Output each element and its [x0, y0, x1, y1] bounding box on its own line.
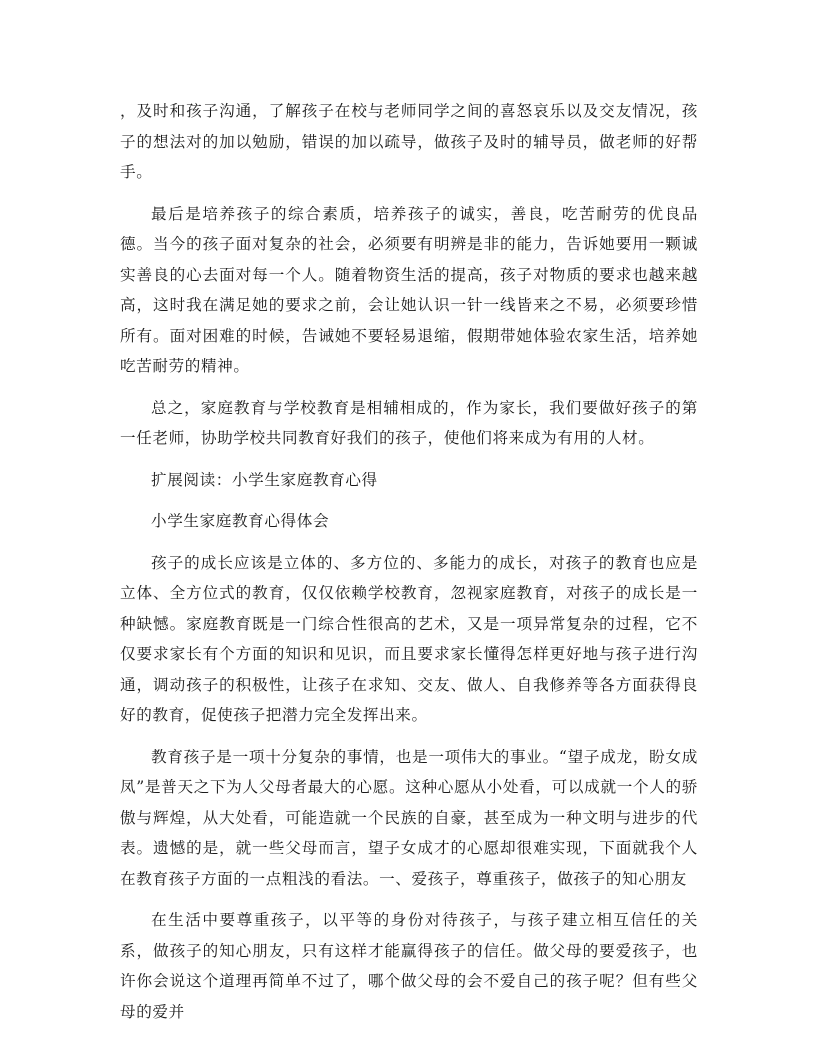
paragraph-2: 最后是培养孩子的综合素质，培养孩子的诚实，善良，吃苦耐劳的优良品德。当今的孩子面对复杂的社会，必须要有明辨是非的能力，告诉她要用一颗诚实善良的心去面对每一个人。随着物资生活的提高，孩子对物质的要求也越来越高，这时我在满足她的要求之前，会让她认识一针一线皆来之不易，必须要珍惜所有。面对困难的时候，告诫她不要轻易退缩，假期带她体验农家生活，培养她吃苦耐劳的精神。	[120, 204, 698, 375]
document-body	[120, 96, 698, 1038]
paragraph-3: 总之，家庭教育与学校教育是相辅相成的，作为家长，我们要做好孩子的第一任老师，协助学校共同教育好我们的孩子，使他们将来成为有用的人材。	[120, 398, 698, 447]
paragraph-1: ，及时和孩子沟通，了解孩子在校与老师同学之间的喜怒哀乐以及交友情况，孩子的想法对的加以勉励，错误的加以疏导，做孩子及时的辅导员，做老师的好帮手。	[120, 102, 698, 181]
paragraph-8: 在生活中要尊重孩子，以平等的身份对待孩子，与孩子建立相互信任的关系，做孩子的知心朋友，只有这样才能赢得孩子的信任。做父母的要爱孩子，也许你会说这个道理再简单不过了，哪个做父母的会不爱自己的孩子呢？但有些父母的爱并	[120, 911, 698, 1021]
extended-reading-heading: 扩展阅读：小学生家庭教育心得	[151, 470, 378, 489]
paragraph-7: 教育孩子是一项十分复杂的事情，也是一项伟大的事业。“望子成龙，盼女成凤”是普天之下为人父母者最大的心愿。这种心愿从小处看，可以成就一个人的骄傲与辉煌，从大处看，可能造就一个民族的自豪，甚至成为一种文明与进步的代表。遗憾的是，就一些父母而言，望子女成才的心愿却很难实现，下面就我个人在教育孩子方面的一点粗浅的看法。一、爱孩子，尊重孩子，做孩子的知心朋友	[120, 747, 698, 888]
paragraph-6: 孩子的成长应该是立体的、多方位的、多能力的成长，对孩子的教育也应是立体、全方位式的教育，仅仅依赖学校教育，忽视家庭教育，对孩子的成长是一种缺憾。家庭教育既是一门综合性很高的艺术，又是一项异常复杂的过程，它不仅要求家长有个方面的知识和见识，而且要求家长懂得怎样更好地与孩子进行沟通，调动孩子的积极性，让孩子在求知、交友、做人、自我修养等各方面获得良好的教育，促使孩子把潜力完全发挥出来。	[120, 553, 698, 724]
section-title: 小学生家庭教育心得体会	[151, 512, 330, 530]
